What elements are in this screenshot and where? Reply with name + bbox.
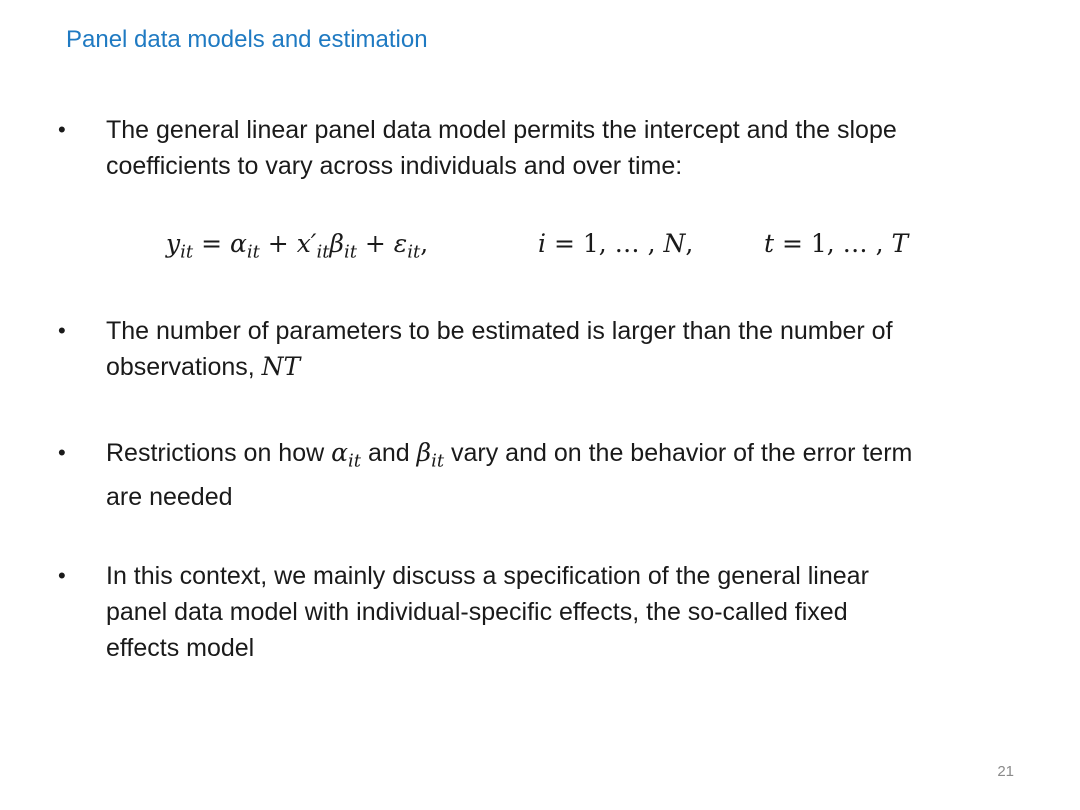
bullet-line: panel data model with individual-specific effects, the so-called fixed [106, 598, 848, 626]
bullet-text [106, 112, 1026, 184]
equation-t-range: t = 1, … , T [764, 229, 909, 258]
page-number: 21 [997, 763, 1014, 780]
bullet-item [58, 558, 1028, 666]
bullet-line: The general linear panel data model permits the intercept and the slope [106, 116, 897, 144]
bullet-line: Restrictions on how $\alpha_{it}$ and $\beta_{it}$ vary and on the behavior of the error term [106, 438, 913, 472]
bullet-item [58, 313, 1028, 385]
bullet-line: coefficients to vary across individuals and over time: [106, 152, 683, 180]
bullet-line: observations, NT [106, 352, 301, 381]
equation-main: $y_{it} = \alpha_{it} + x'_{it}\beta_{it} + \varepsilon_{it}$, [166, 229, 429, 263]
bullet-item [58, 112, 1028, 184]
bullet-icon: • [58, 563, 66, 588]
slide-title: Panel data models and estimation [66, 26, 428, 53]
bullet-icon: • [58, 117, 66, 142]
bullet-text [106, 558, 1026, 666]
bullet-item [58, 435, 1028, 512]
equation-i-range: i = 1, … , N, [538, 229, 694, 258]
equation [166, 224, 966, 264]
bullet-line: effects model [106, 634, 255, 662]
bullet-text [106, 435, 1026, 515]
bullet-line: The number of parameters to be estimated is larger than the number of [106, 317, 893, 345]
bullet-icon: • [58, 440, 66, 465]
bullet-icon: • [58, 318, 66, 343]
bullet-line: In this context, we mainly discuss a specification of the general linear [106, 562, 869, 590]
bullet-text [106, 313, 1026, 385]
bullet-line: are needed [106, 483, 233, 512]
